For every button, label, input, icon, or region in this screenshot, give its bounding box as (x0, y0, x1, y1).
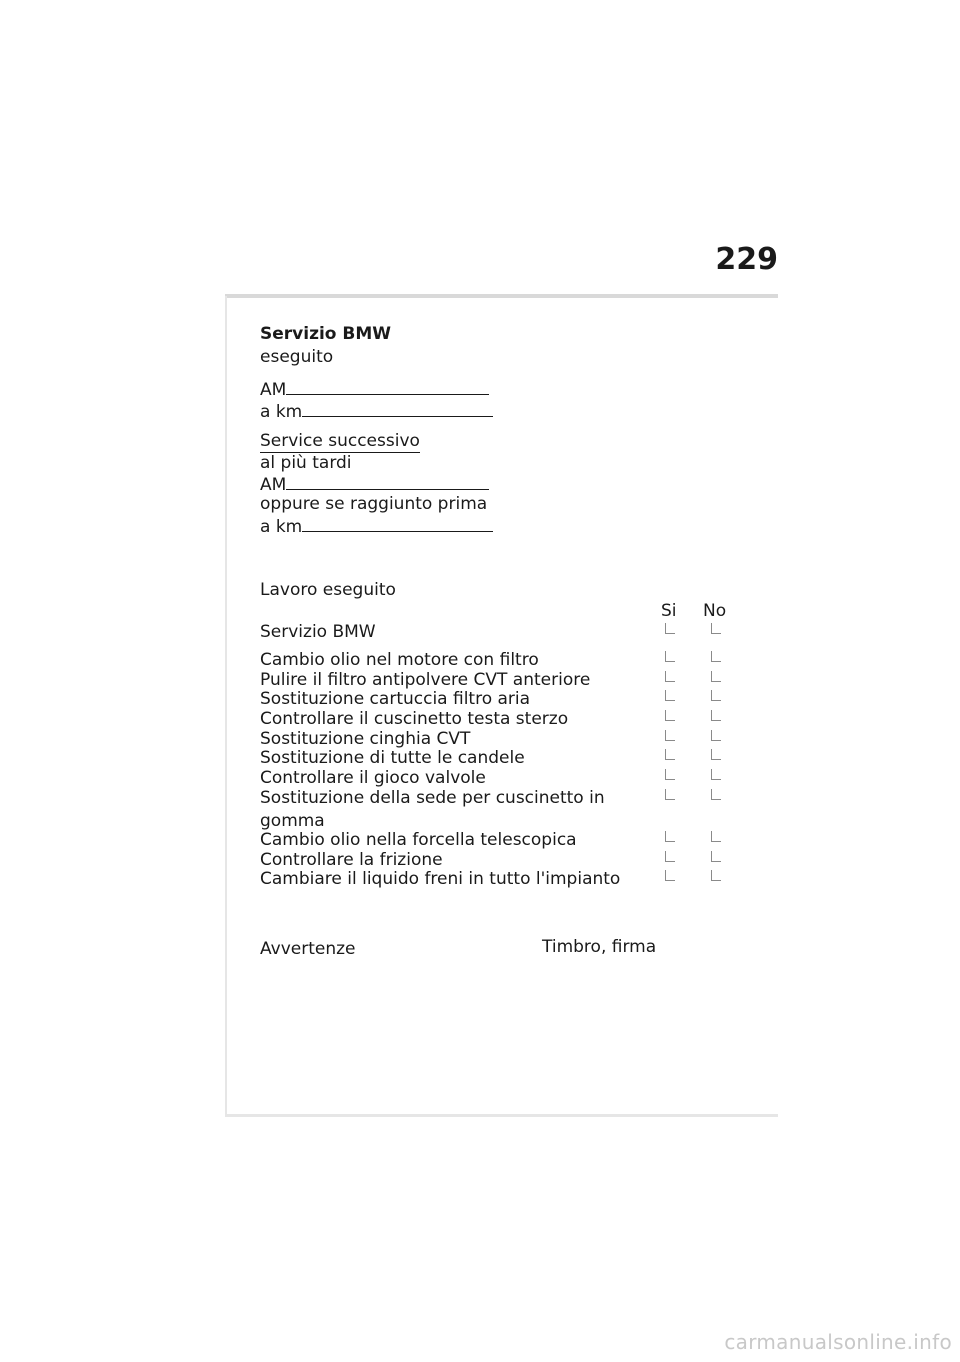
item-3-no-checkbox[interactable] (711, 710, 721, 721)
next-service-or: oppure se raggiunto prima (260, 494, 488, 514)
item-11-no-checkbox[interactable] (711, 870, 721, 881)
work-item: Cambiare il liquido freni in tutto l'impianto (260, 869, 621, 889)
work-item: Cambio olio nel motore con filtro (260, 650, 539, 670)
next-service-km-row (260, 515, 493, 537)
next-service-am-blank[interactable] (286, 473, 489, 490)
work-item: Sostituzione cinghia CVT (260, 729, 471, 749)
work-item: Sostituzione della sede per cuscinetto in (260, 788, 605, 808)
top-rule (225, 294, 778, 298)
left-rule (225, 296, 227, 1116)
item-5-no-checkbox[interactable] (711, 749, 721, 760)
item-7-no-checkbox[interactable] (711, 789, 721, 800)
item-1-yes-checkbox[interactable] (665, 671, 675, 682)
item-10-yes-checkbox[interactable] (665, 851, 675, 862)
next-service-km-blank[interactable] (302, 515, 493, 532)
item-4-no-checkbox[interactable] (711, 730, 721, 741)
next-service-km-label: a km (260, 517, 303, 537)
notes-label: Avvertenze (260, 939, 356, 959)
item-6-no-checkbox[interactable] (711, 769, 721, 780)
performed-km-label: a km (260, 402, 303, 422)
next-service-am-row (260, 473, 489, 495)
item-2-no-checkbox[interactable] (711, 690, 721, 701)
service-subtitle: eseguito (260, 347, 334, 367)
performed-km-row (260, 400, 493, 422)
item-3-yes-checkbox[interactable] (665, 710, 675, 721)
work-service-label: Servizio BMW (260, 622, 376, 642)
item-6-yes-checkbox[interactable] (665, 769, 675, 780)
next-service-am-label: AM (260, 475, 287, 495)
item-10-no-checkbox[interactable] (711, 851, 721, 862)
item-1-no-checkbox[interactable] (711, 671, 721, 682)
performed-am-blank[interactable] (286, 378, 489, 395)
item-9-no-checkbox[interactable] (711, 831, 721, 842)
item-9-yes-checkbox[interactable] (665, 831, 675, 842)
next-service-latest: al più tardi (260, 453, 352, 473)
page-number: 229 (715, 242, 778, 277)
work-item: Sostituzione di tutte le candele (260, 748, 525, 768)
work-item: Controllare il cuscinetto testa sterzo (260, 709, 569, 729)
service-yes-checkbox[interactable] (665, 623, 675, 634)
performed-km-blank[interactable] (302, 400, 493, 417)
item-2-yes-checkbox[interactable] (665, 690, 675, 701)
work-item: Controllare la frizione (260, 850, 443, 870)
work-item: Pulire il filtro antipolvere CVT anteriore (260, 670, 591, 690)
work-item: Controllare il gioco valvole (260, 768, 486, 788)
item-0-yes-checkbox[interactable] (665, 651, 675, 662)
item-4-yes-checkbox[interactable] (665, 730, 675, 741)
item-0-no-checkbox[interactable] (711, 651, 721, 662)
item-5-yes-checkbox[interactable] (665, 749, 675, 760)
yes-column-label: Si (661, 601, 677, 621)
performed-am-row (260, 378, 489, 400)
item-7-yes-checkbox[interactable] (665, 789, 675, 800)
item-11-yes-checkbox[interactable] (665, 870, 675, 881)
work-title: Lavoro eseguito (260, 580, 396, 600)
bottom-rule (225, 1114, 778, 1117)
work-item-continuation: gomma (260, 811, 325, 831)
work-item: Sostituzione cartuccia filtro aria (260, 689, 531, 709)
stamp-signature-label: Timbro, firma (542, 937, 657, 957)
service-title: Servizio BMW (260, 324, 392, 344)
watermark: carmanualsonline.info (724, 1330, 952, 1354)
work-item: Cambio olio nella forcella telescopica (260, 830, 577, 850)
performed-am-label: AM (260, 380, 287, 400)
no-column-label: No (703, 601, 727, 621)
next-service-title-row (260, 431, 420, 451)
service-no-checkbox[interactable] (711, 623, 721, 634)
next-service-title: Service successivo (260, 431, 420, 451)
